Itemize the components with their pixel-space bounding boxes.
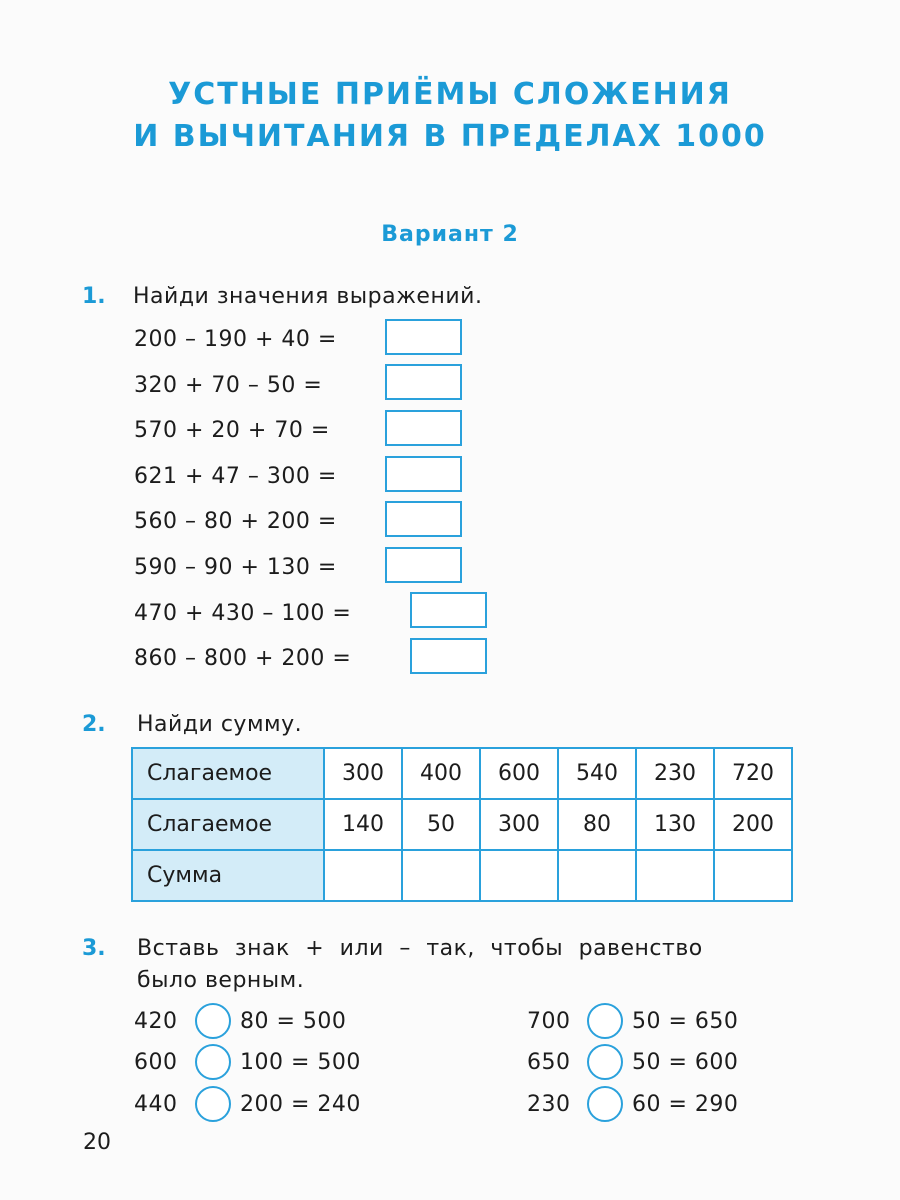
equation-left-2-rest: 100 = 500 [240, 1050, 361, 1075]
task-1-number: 1. [82, 284, 106, 309]
table-row [132, 850, 792, 901]
page-title [0, 74, 900, 158]
sign-circle[interactable] [587, 1086, 623, 1122]
task-2-number: 2. [82, 712, 106, 737]
sign-circle[interactable] [587, 1003, 623, 1039]
sign-circle[interactable] [587, 1044, 623, 1080]
task-3-text-line-2: было верным. [137, 968, 305, 993]
table-cell: 50 [402, 799, 480, 850]
sum-answer-cell[interactable] [402, 850, 480, 901]
row-label: Слагаемое [132, 799, 324, 850]
equation-right-1-rest: 50 = 650 [632, 1009, 739, 1034]
answer-box-6[interactable] [385, 547, 462, 583]
answer-box-1[interactable] [385, 319, 462, 355]
variant-heading: Вариант 2 [381, 222, 519, 247]
title-line-2: И ВЫЧИТАНИЯ В ПРЕДЕЛАХ 1000 [133, 119, 767, 154]
sum-answer-cell[interactable] [480, 850, 558, 901]
expression-1: 200 – 190 + 40 = [134, 327, 337, 352]
title-line-1: УСТНЫЕ ПРИЁМЫ СЛОЖЕНИЯ [168, 77, 732, 112]
table-cell: 720 [714, 748, 792, 799]
task-3-text-line-1: Вставь знак + или – так, чтобы равенство [137, 936, 703, 961]
expression-2: 320 + 70 – 50 = [134, 373, 323, 398]
expression-3: 570 + 20 + 70 = [134, 418, 330, 443]
answer-box-5[interactable] [385, 501, 462, 537]
task-1-text: Найди значения выражений. [133, 284, 483, 309]
expression-8: 860 – 800 + 200 = [134, 646, 352, 671]
table-row [132, 799, 792, 850]
answer-box-3[interactable] [385, 410, 462, 446]
row-label: Слагаемое [132, 748, 324, 799]
table-cell: 230 [636, 748, 714, 799]
equation-right-3-a: 230 [527, 1092, 571, 1117]
sum-answer-cell[interactable] [636, 850, 714, 901]
expression-6: 590 – 90 + 130 = [134, 555, 337, 580]
table-cell: 130 [636, 799, 714, 850]
answer-box-7[interactable] [410, 592, 487, 628]
equation-right-2-a: 650 [527, 1050, 571, 1075]
equation-left-3-rest: 200 = 240 [240, 1092, 361, 1117]
table-cell: 140 [324, 799, 402, 850]
task-3-number: 3. [82, 936, 106, 961]
answer-box-2[interactable] [385, 364, 462, 400]
equation-left-3-a: 440 [134, 1092, 178, 1117]
sum-answer-cell[interactable] [324, 850, 402, 901]
sum-answer-cell[interactable] [714, 850, 792, 901]
expression-5: 560 – 80 + 200 = [134, 509, 337, 534]
equation-right-1-a: 700 [527, 1009, 571, 1034]
expression-7: 470 + 430 – 100 = [134, 601, 352, 626]
sign-circle[interactable] [195, 1086, 231, 1122]
table-row [132, 748, 792, 799]
sum-table [131, 747, 793, 902]
table-cell: 540 [558, 748, 636, 799]
expression-4: 621 + 47 – 300 = [134, 464, 337, 489]
table-cell: 600 [480, 748, 558, 799]
answer-box-8[interactable] [410, 638, 487, 674]
equation-left-2-a: 600 [134, 1050, 178, 1075]
task-2-text: Найди сумму. [137, 712, 303, 737]
answer-box-4[interactable] [385, 456, 462, 492]
sign-circle[interactable] [195, 1044, 231, 1080]
table-cell: 300 [324, 748, 402, 799]
table-cell: 200 [714, 799, 792, 850]
equation-right-2-rest: 50 = 600 [632, 1050, 739, 1075]
table-cell: 400 [402, 748, 480, 799]
table-cell: 300 [480, 799, 558, 850]
equation-left-1-a: 420 [134, 1009, 178, 1034]
equation-left-1-rest: 80 = 500 [240, 1009, 347, 1034]
sign-circle[interactable] [195, 1003, 231, 1039]
page-number: 20 [83, 1130, 111, 1155]
row-label: Сумма [132, 850, 324, 901]
equation-right-3-rest: 60 = 290 [632, 1092, 739, 1117]
table-cell: 80 [558, 799, 636, 850]
sum-answer-cell[interactable] [558, 850, 636, 901]
